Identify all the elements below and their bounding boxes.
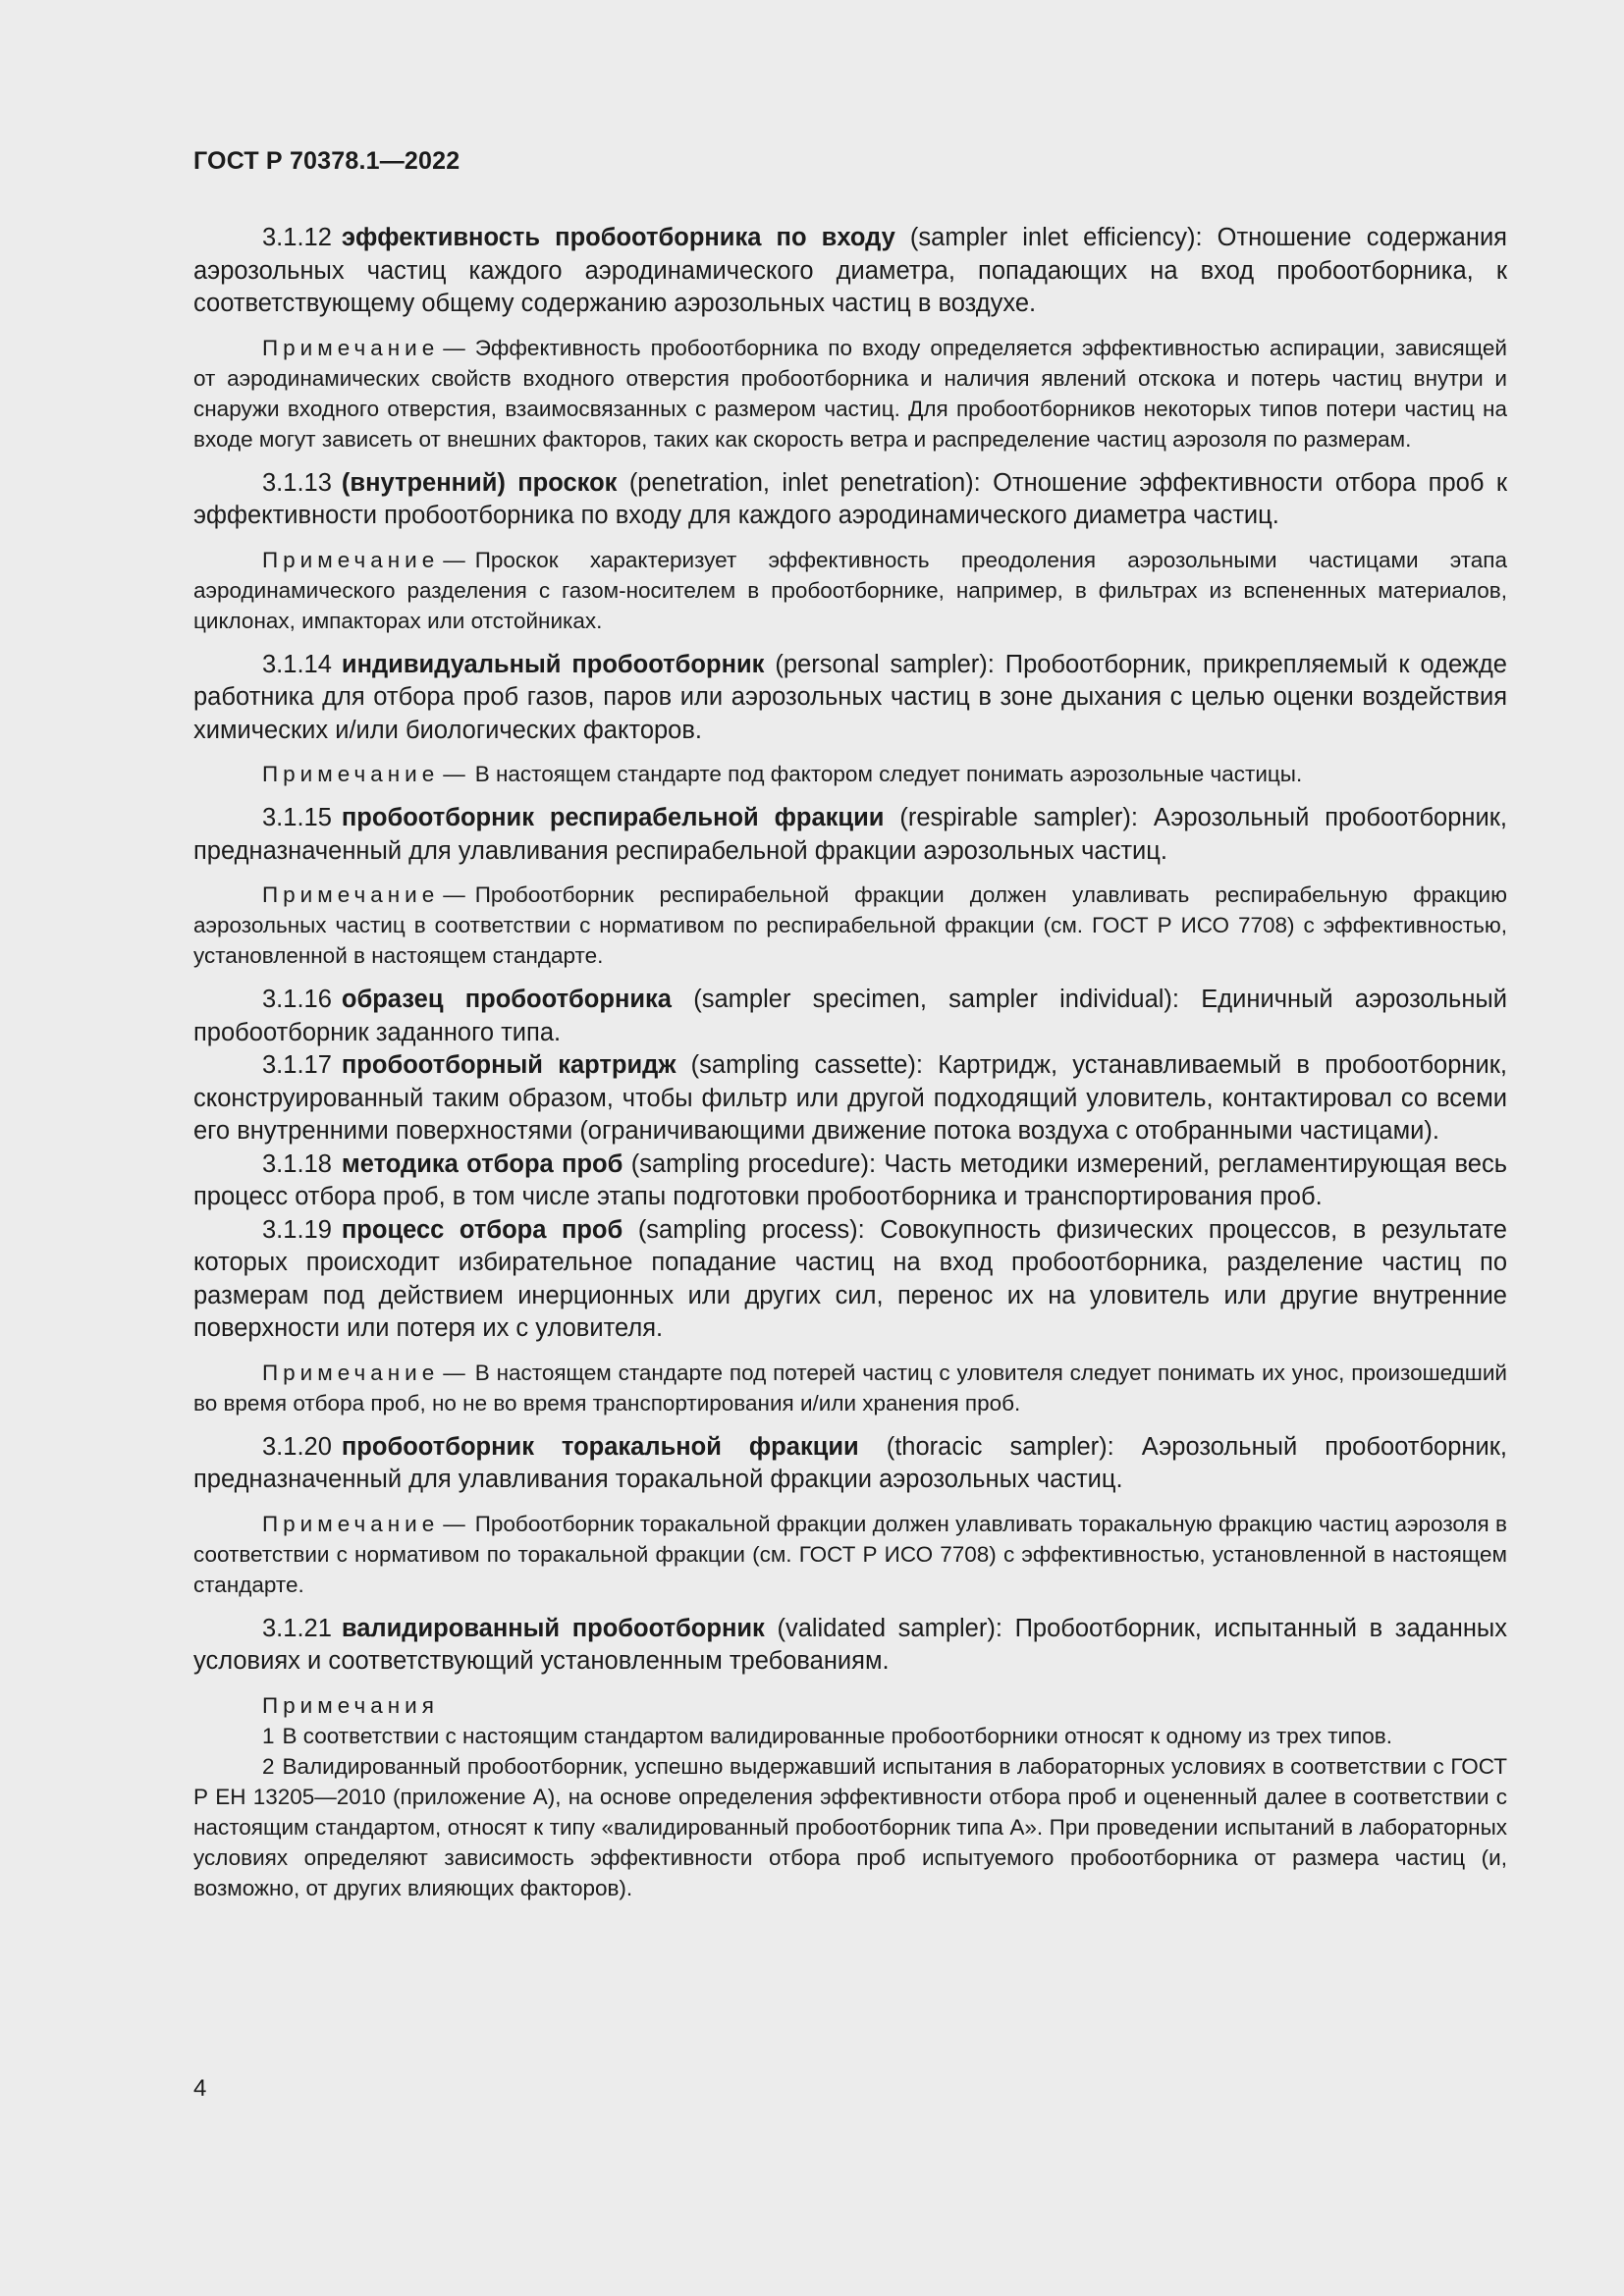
term-3-1-17 [193,1049,1507,1148]
term-name: (внутренний) проскок [341,468,618,497]
note-text: Проскок характеризует эффективность преодоления аэрозольными частицами этапа аэродинамического разделения с газом-носителем в пробоотборнике, например, в фильтрах из вспененных материалов, циклонах, импакторах или отстойниках. [193,547,1507,633]
term-name: пробоотборник респирабельной фракции [341,804,885,831]
term-3-1-18 [193,1148,1507,1214]
term-definition: (penetration, inlet penetration): Отношение эффективности отбора проб к эффективности пробоотборника по входу для каждого аэродинамического диаметра частиц. [193,468,1507,529]
term-3-1-20 [193,1431,1507,1497]
term-number: 3.1.16 [262,986,332,1013]
note-label: Примечание [262,335,440,360]
note-item-text: В соответствии с настоящим стандартом валидированные пробоотборники относят к одному из трех типов. [282,1723,1393,1748]
term-number: 3.1.14 [262,650,332,678]
note-text: В настоящем стандарте под фактором следует понимать аэрозольные частицы. [474,762,1303,786]
terms-content [193,222,1507,1903]
term-number: 3.1.12 [262,224,332,251]
term-number: 3.1.20 [262,1432,332,1461]
term-number: 3.1.17 [262,1051,332,1079]
term-name: валидированный пробоотборник [341,1614,765,1642]
note-label: Примечание [262,547,440,572]
term-definition: (sampling procedure): Часть методики измерений, регламентирующая весь процесс отбора проб, в том числе этапы подготовки пробоотборника и транспортирования проб. [193,1149,1507,1210]
note-label: Примечание [262,1360,440,1385]
term-3-1-14 [193,649,1507,748]
note-3-1-12: Примечание — Эффективность пробоотборника по входу определяется эффективностью аспирации, зависящей от аэродинамических свойств входного отверстия пробоотборника и наличия явлений отскока и потерь частиц внутри и снаружи входного отверстия, взаимосвязанных с размером частиц. Для пробоотборников некоторых типов потери частиц на входе могут зависеть от внешних факторов, таких как скорость ветра и распределение частиц аэрозоля по размерам. [193,335,1507,452]
term-name: образец пробоотборника [341,986,672,1013]
note-label: Примечание [262,882,440,907]
term-number: 3.1.13 [262,468,332,497]
note-text: Пробоотборник торакальной фракции должен улавливать торакальную фракцию частиц аэрозоля в соответствии с нормативом по торакальной фракции (см. ГОСТ Р ИСО 7708) с эффективностью, установленной в настоящем стандарте. [193,1511,1507,1597]
term-definition: (sampler specimen, sampler individual): Единичный аэрозольный пробоотборник заданного типа. [193,986,1507,1046]
term-name: пробоотборный картридж [341,1051,677,1079]
term-3-1-19 [193,1214,1507,1346]
note-text: Эффективность пробоотборника по входу определяется эффективностью аспирации, зависящей от аэродинамических свойств входного отверстия пробоотборника и наличия явлений отскока и потерь частиц внутри и снаружи входного отверстия, взаимосвязанных с размером частиц. Для пробоотборников некоторых типов потери частиц на входе могут зависеть от внешних факторов, таких как скорость ветра и распределение частиц аэрозоля по размерам. [193,335,1507,452]
term-3-1-21 [193,1613,1507,1679]
term-definition: (sampling process): Совокупность физических процессов, в результате которых происходит избирательное попадание частиц на вход пробоотборника, разделение частиц по размерам под действием инерционных или других сил, перенос их на уловитель или другие внутренние поверхности или потеря их с уловителя. [193,1215,1507,1342]
term-definition: (thoracic sampler): Аэрозольный пробоотборник, предназначенный для улавливания торакальной фракции аэрозольных частиц. [193,1432,1507,1493]
term-3-1-16 [193,984,1507,1049]
term-number: 3.1.19 [262,1215,332,1244]
term-name: процесс отбора проб [341,1215,623,1244]
notes-label: Примечания [262,1692,439,1718]
note-text: Пробоотборник респирабельной фракции должен улавливать респирабельную фракцию аэрозольных частиц в соответствии с нормативом по респирабельной фракции (см. ГОСТ Р ИСО 7708) с эффективностью, установленной в настоящем стандарте. [193,882,1507,968]
note-item [193,1721,1507,1751]
term-number: 3.1.18 [262,1149,332,1178]
note-label: Примечание [262,762,440,786]
term-3-1-15 [193,802,1507,868]
term-definition: (sampler inlet efficiency): Отношение содержания аэрозольных частиц каждого аэродинамического диаметра, попадающих на вход пробоотборника, к соответствующему общему содержанию аэрозольных частиц в воздухе. [193,224,1507,317]
term-number: 3.1.21 [262,1614,332,1642]
term-definition: (personal sampler): Пробоотборник, прикрепляемый к одежде работника для отбора проб газов, паров или аэрозольных частиц в зоне дыхания с целью оценки воздействия химических и/или биологических факторов. [193,650,1507,744]
term-name: пробоотборник торакальной фракции [341,1432,859,1461]
note-3-1-19: Примечание — В настоящем стандарте под потерей частиц с уловителя следует понимать их унос, произошедший во время отбора проб, но не во время транспортирования и/или хранения проб. [193,1360,1507,1415]
term-3-1-12 [193,222,1507,321]
note-item-number: 2 [262,1753,275,1779]
term-name: индивидуальный пробоотборник [341,650,765,678]
term-definition: (validated sampler): Пробоотборник, испытанный в заданных условиях и соответствующий установленным требованиям. [193,1614,1507,1675]
note-3-1-20: Примечание — Пробоотборник торакальной фракции должен улавливать торакальную фракцию частиц аэрозоля в соответствии с нормативом по торакальной фракции (см. ГОСТ Р ИСО 7708) с эффективностью, установленной в настоящем стандарте. [193,1511,1507,1597]
note-3-1-14: Примечание — В настоящем стандарте под фактором следует понимать аэрозольные частицы. [262,762,1303,786]
standard-header: ГОСТ Р 70378.1—2022 [193,147,460,175]
note-3-1-13: Примечание — Проскок характеризует эффективность преодоления аэрозольными частицами этапа аэродинамического разделения с газом-носителем в пробоотборнике, например, в фильтрах из вспененных материалов, циклонах, импакторах или отстойниках. [193,547,1507,633]
term-definition: (sampling cassette): Картридж, устанавливаемый в пробоотборник, сконструированный таким образом, чтобы фильтр или другой подходящий уловитель, контактировал со всеми его внутренними поверхностями (ограничивающими движение потока воздуха с отобранными частицами). [193,1051,1507,1145]
note-item [193,1751,1507,1903]
note-item-number: 1 [262,1723,275,1748]
note-3-1-15: Примечание — Пробоотборник респирабельной фракции должен улавливать респирабельную фракцию аэрозольных частиц в соответствии с нормативом по респирабельной фракции (см. ГОСТ Р ИСО 7708) с эффективностью, установленной в настоящем стандарте. [193,882,1507,968]
term-name: методика отбора проб [341,1149,623,1178]
note-text: В настоящем стандарте под потерей частиц с уловителя следует понимать их унос, произошедший во время отбора проб, но не во время транспортирования и/или хранения проб. [193,1360,1507,1415]
term-name: эффективность пробоотборника по входу [341,224,895,251]
term-3-1-13 [193,467,1507,533]
term-number: 3.1.15 [262,804,332,831]
note-label: Примечание [262,1511,440,1536]
note-item-text: Валидированный пробоотборник, успешно выдержавший испытания в лабораторных условиях в соответствии с ГОСТ Р ЕН 13205—2010 (приложение А), на основе определения эффективности отбора проб и оцененный далее в соответствии с настоящим стандартом, относят к типу «валидированный пробоотборник типа А». При проведении испытаний в лабораторных условиях определяют зависимость эффективности отбора проб испытуемого пробоотборника от размера частиц (и, возможно, от других влияющих факторов). [193,1753,1507,1900]
term-definition: (respirable sampler): Аэрозольный пробоотборник, предназначенный для улавливания респирабельной фракции аэрозольных частиц. [193,804,1507,865]
notes-3-1-21 [193,1690,1507,1903]
page-number: 4 [193,2075,207,2102]
